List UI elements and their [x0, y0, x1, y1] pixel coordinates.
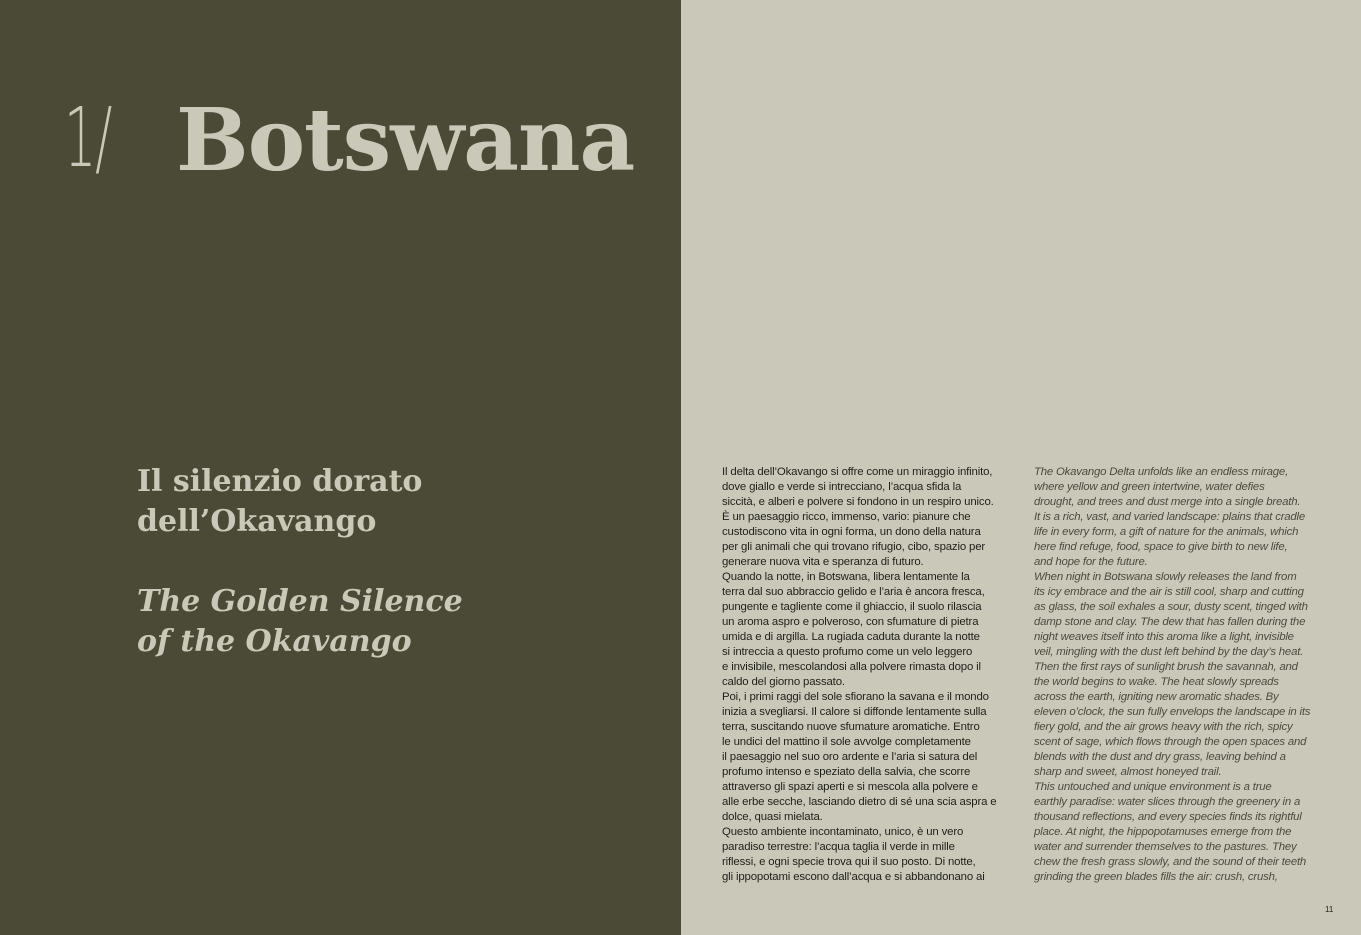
body-italian-line: attraverso gli spazi aperti e si mescola alla polvere e — [722, 781, 978, 793]
subtitle-italian-line: Il silenzio dorato — [137, 464, 423, 499]
body-english-line: The Okavango Delta unfolds like an endless mirage, — [1034, 466, 1289, 478]
body-english-line: its icy embrace and the air is still cool, sharp and cutting — [1034, 586, 1304, 598]
body-italian-line: terra dal suo abbraccio gelido e l’aria è ancora fresca, — [722, 586, 985, 598]
body-english-line: When night in Botswana slowly releases the land from — [1034, 571, 1297, 583]
body-italian-line: dove giallo e verde si intrecciano, l’acqua sfida la — [722, 481, 962, 493]
body-italian-line: gli ippopotami escono dall’acqua e si abbandonano ai — [722, 871, 985, 883]
body-english-line: blends with the dust and dry grass, leaving behind a — [1034, 751, 1286, 763]
chapter-title: Botswana — [176, 90, 635, 191]
body-italian-line: È un paesaggio ricco, immenso, vario: pianure che — [722, 511, 971, 523]
subtitle-english-line: The Golden Silence — [137, 584, 463, 619]
body-english-line: here find refuge, food, space to give birth to new life, — [1034, 541, 1288, 553]
body-english-line: life in every form, a gift of nature for the animals, which — [1034, 526, 1299, 538]
body-italian-line: Poi, i primi raggi del sole sfiorano la savana e il mondo — [722, 691, 989, 703]
body-italian-line: per gli animali che qui trovano rifugio, cibo, spazio per — [722, 541, 986, 553]
body-english-line: water and surrender themselves to the pastures. They — [1034, 841, 1297, 853]
body-english-column — [1034, 465, 1334, 885]
body-italian-line: profumo intenso e speziato della salvia, che scorre — [722, 766, 971, 778]
body-italian-line: le undici del mattino il sole avvolge completamente — [722, 736, 971, 748]
body-english-line: veil, mingling with the dust left behind by the day’s heat. — [1034, 646, 1304, 658]
body-english-line: Then the first rays of sunlight brush the savannah, and — [1034, 661, 1298, 673]
body-italian-line: paradiso terrestre: l’acqua taglia il verde in mille — [722, 841, 955, 853]
body-italian-line: un aroma aspro e polveroso, con sfumature di pietra — [722, 616, 979, 628]
body-italian-line: riflessi, e ogni specie trova qui il suo posto. Di notte, — [722, 856, 976, 868]
body-italian-line: Il delta dell’Okavango si offre come un miraggio infinito, — [722, 466, 993, 478]
body-english-line: place. At night, the hippopotamuses emerge from the — [1034, 826, 1292, 838]
body-italian-line: si intreccia a questo profumo come un velo leggero — [722, 646, 973, 658]
body-italian-column — [722, 465, 1022, 885]
body-italian-line: dolce, quasi mielata. — [722, 811, 823, 823]
page-number: 11 — [1325, 905, 1334, 914]
body-italian-line: il paesaggio nel suo oro ardente e l’aria si satura del — [722, 751, 978, 763]
body-english-line: damp stone and clay. The dew that has fallen during the — [1034, 616, 1306, 628]
body-italian-line: generare nuova vita e speranza di futuro. — [722, 556, 924, 568]
subtitle-italian — [137, 462, 422, 542]
body-english-line: earthly paradise: water slices through the greenery in a — [1034, 796, 1301, 808]
body-english-line: across the earth, igniting new aromatic shades. By — [1034, 691, 1279, 703]
body-italian-line: Questo ambiente incontaminato, unico, è un vero — [722, 826, 964, 838]
body-italian-line: alle erbe secche, lasciando dietro di sé una scia aspra e — [722, 796, 997, 808]
body-italian-line: custodiscono vita in ogni forma, un dono della natura — [722, 526, 981, 538]
body-english-line: and hope for the future. — [1034, 556, 1148, 568]
body-italian-line: Quando la notte, in Botswana, libera lentamente la — [722, 571, 970, 583]
body-english-line: This untouched and unique environment is a true — [1034, 781, 1272, 793]
subtitle-english-line: of the Okavango — [137, 624, 412, 659]
body-english-line: grinding the green blades fills the air: crush, crush, — [1034, 871, 1278, 883]
body-english-line: scent of sage, which flows through the open spaces and — [1034, 736, 1307, 748]
body-english-line: night weaves itself into this aroma like a light, invisible — [1034, 631, 1294, 643]
body-english-line: the world begins to wake. The heat slowly spreads — [1034, 676, 1279, 688]
body-english-line: chew the fresh grass slowly, and the sound of their teeth — [1034, 856, 1307, 868]
body-italian-line: e invisibile, mescolandosi alla polvere rimasta dopo il — [722, 661, 981, 673]
body-italian-line: terra, suscitando nuove sfumature aromatiche. Entro — [722, 721, 980, 733]
body-italian-line: caldo del giorno passato. — [722, 676, 845, 688]
body-english-line: thousand reflections, and every species finds its rightful — [1034, 811, 1302, 823]
body-english-line: drought, and trees and dust merge into a single breath. — [1034, 496, 1301, 508]
body-italian-line: siccità, e alberi e polvere si fondono in un respiro unico. — [722, 496, 994, 508]
body-english-line: It is a rich, vast, and varied landscape: plains that cradle — [1034, 511, 1306, 523]
chapter-number: 1/ — [64, 91, 112, 186]
body-english-line: fiery gold, and the air grows heavy with the rich, spicy — [1034, 721, 1293, 733]
body-italian-line: umida e di argilla. La rugiada caduta durante la notte — [722, 631, 980, 643]
body-english-line: eleven o’clock, the sun fully envelops the landscape in its — [1034, 706, 1311, 718]
subtitle-italian-line: dell’Okavango — [137, 504, 377, 539]
body-english-line: sharp and sweet, almost honeyed trail. — [1034, 766, 1222, 778]
body-english-line: where yellow and green intertwine, water defies — [1034, 481, 1265, 493]
body-italian-line: pungente e tagliente come il ghiaccio, il suolo rilascia — [722, 601, 982, 613]
subtitle-english — [137, 582, 463, 662]
body-english-line: as glass, the soil exhales a sour, dusty scent, tinged with — [1034, 601, 1308, 613]
body-italian-line: inizia a svegliarsi. Il calore si diffonde lentamente sulla — [722, 706, 987, 718]
